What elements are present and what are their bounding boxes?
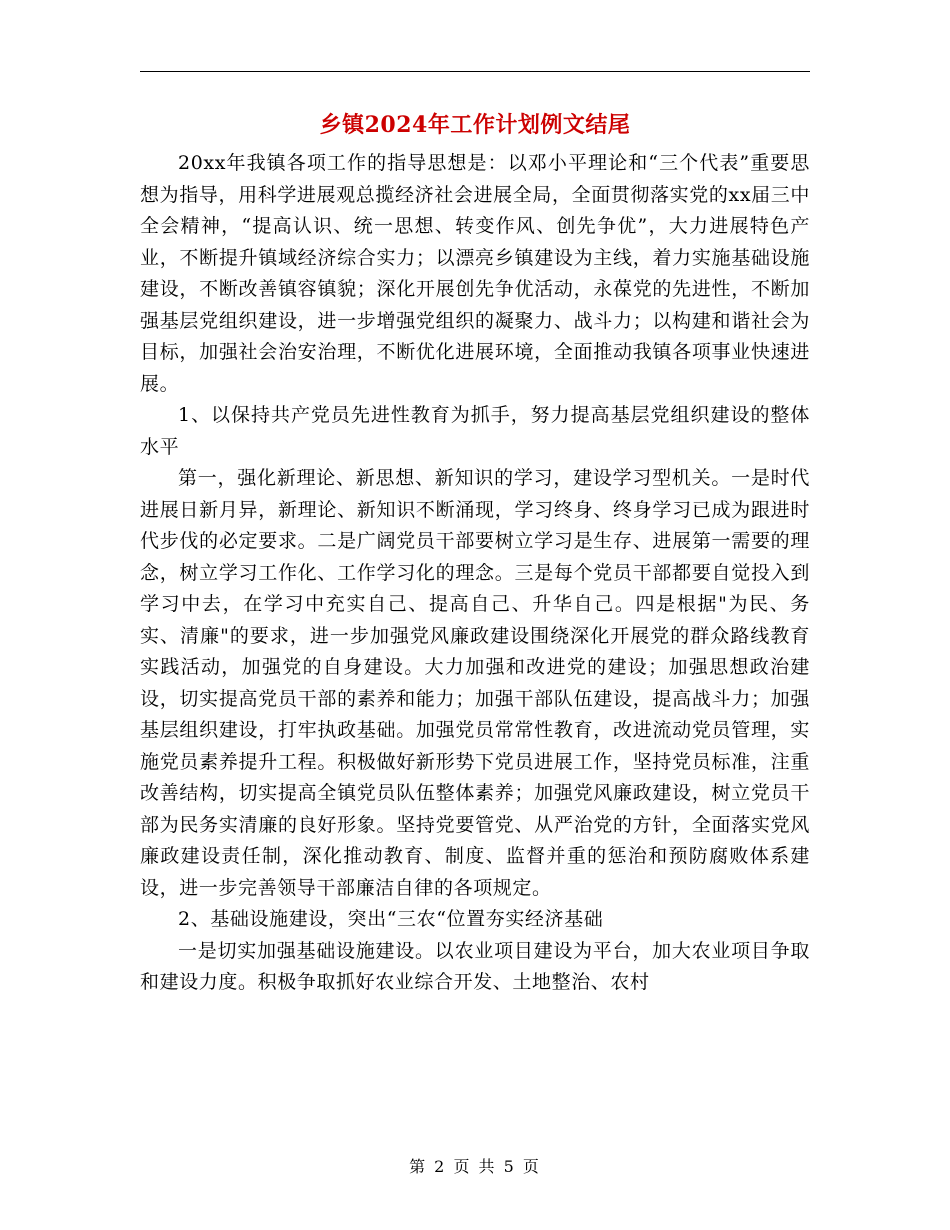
page-number-footer: 第 2 页 共 5 页 <box>409 1157 541 1176</box>
header-rule <box>140 71 810 72</box>
paragraph-infrastructure: 一是切实加强基础设施建设。以农业项目建设为平台，加大农业项目争取和建设力度。积极争取抓好农业综合开发、土地整治、农村 <box>140 939 810 993</box>
paragraph-party-building: 第一，强化新理论、新思想、新知识的学习，建设学习型机关。一是时代进展日新月异，新理论、新知识不断涌现，学习终身、终身学习已成为跟进时代步伐的必定要求。二是广阔党员干部要树立学习是生存、进展第一需要的理念，树立学习工作化、工作学习化的理念。三是每个党员干部都要自觉投入到学习中去，在学习中充实自己、提高自己、升华自己。四是根据"为民、务实、清廉"的要求，进一步加强党风廉政建设围绕深化开展党的群众路线教育实践活动，加强党的自身建设。大力加强和改进党的建设；加强思想政治建设，切实提高党员干部的素养和能力；加强干部队伍建设，提高战斗力；加强基层组织建设，打牢执政基础。加强党员常常性教育，改进流动党员管理，实施党员素养提升工程。积极做好新形势下党员进展工作，坚持党员标准，注重改善结构，切实提高全镇党员队伍整体素养；加强党风廉政建设，树立党员干部为民务实清廉的良好形象。坚持党要管党、从严治党的方针，全面落实党风廉政建设责任制，深化推动教育、制度、监督并重的惩治和预防腐败体系建设，进一步完善领导干部廉洁自律的各项规定。 <box>140 467 810 899</box>
section-heading-1: 1、以保持共产党员先进性教育为抓手，努力提高基层党组织建设的整体水平 <box>140 404 810 458</box>
paragraph-guiding-thought: 20xx年我镇各项工作的指导思想是：以邓小平理论和“三个代表”重要思想为指导，用科学进展观总揽经济社会进展全局，全面贯彻落实党的xx届三中全会精神，“提高认识、统一思想、转变作风、创先争优”，大力进展特色产业，不断提升镇域经济综合实力；以漂亮乡镇建设为主线，着力实施基础设施建设，不断改善镇容镇貌；深化开展创先争优活动，永葆党的先进性，不断加强基层党组织建设，进一步增强党组织的凝聚力、战斗力；以构建和谐社会为目标，加强社会治安治理，不断优化进展环境，全面推动我镇各项事业快速进展。 <box>140 152 810 395</box>
document-title: 乡镇2024年工作计划例文结尾 <box>319 112 631 138</box>
document-body <box>140 148 810 999</box>
section-heading-2: 2、基础设施建设，突出“三农“位置夯实经济基础 <box>178 908 604 930</box>
